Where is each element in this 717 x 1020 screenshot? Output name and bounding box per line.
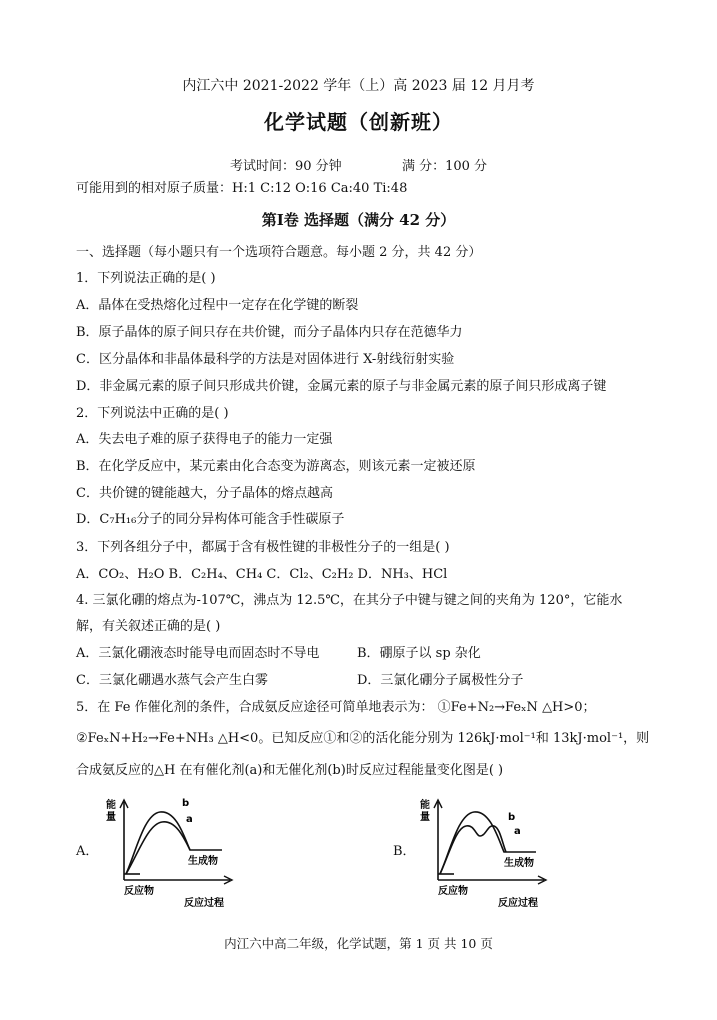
exam-score: 满 分：100 分	[401, 159, 488, 174]
question-5-stem-line1: 5．在 Fe 作催化剂的条件，合成氨反应途径可简单地表示为： ①Fe+N₂→FeₓN △H>0；	[76, 700, 596, 715]
y-label-a-1: 能	[106, 800, 116, 811]
question-5-stem-line3: 合成氨反应的△H 在有催化剂(a)和无催化剂(b)时反应过程能量变化图是( )	[76, 763, 504, 778]
energy-diagram-b	[410, 792, 570, 910]
question-1-stem: 1．下列说法正确的是( )	[76, 271, 216, 286]
y-label-a-2: 量	[106, 812, 116, 823]
label-b-b: b	[508, 812, 516, 823]
page-footer: 内江六中高二年级，化学试题，第 1 页 共 10 页	[224, 936, 493, 951]
question-2-option-b: B．在化学反应中，某元素由化合态变为游离态，则该元素一定被还原	[76, 459, 476, 474]
x-label-b: 反应过程	[498, 898, 538, 909]
label-a-a: a	[186, 814, 193, 825]
question-2-option-d: D．C₇H₁₆分子的同分异构体可能含手性碳原子	[76, 512, 345, 527]
question-1-option-c: C．区分晶体和非晶体最科学的方法是对固体进行 X-射线衍射实验	[76, 352, 455, 367]
exam-info	[0, 155, 717, 174]
product-label-b: 生成物	[504, 858, 534, 869]
question-4-stem-line2: 解，有关叙述正确的是( )	[76, 619, 221, 634]
question-5-option-a-label: A．	[76, 844, 99, 859]
question-1-option-b: B．原子晶体的原子间只存在共价键，而分子晶体内只存在范德华力	[76, 325, 463, 340]
question-3-stem: 3．下列各组分子中，都属于含有极性键的非极性分子的一组是( )	[76, 540, 450, 555]
label-b-a: b	[182, 798, 190, 809]
x-label-a: 反应过程	[184, 898, 224, 909]
question-4-option-a: A．三氯化硼液态时能导电而固态时不导电	[76, 646, 320, 661]
question-4-option-b: B．硼原子以 sp 杂化	[357, 646, 481, 661]
exam-subject-title: 化学试题（创新班）	[264, 110, 453, 134]
atomic-masses: 可能用到的相对原子质量：H:1 C:12 O:16 Ca:40 Ti:48	[76, 181, 408, 196]
question-2-option-a: A．失去电子难的原子获得电子的能力一定强	[76, 432, 333, 447]
reactant-label-a: 反应物	[124, 886, 154, 897]
exam-header-title: 内江六中 2021-2022 学年（上）高 2023 届 12 月月考	[182, 78, 535, 94]
question-4-option-d: D．三氯化硼分子属极性分子	[357, 673, 524, 688]
energy-diagram-a	[96, 792, 256, 910]
product-label-a: 生成物	[188, 856, 218, 867]
label-a-b: a	[514, 826, 521, 837]
y-label-b-1: 能	[420, 800, 430, 811]
question-2-option-c: C．共价键的键能越大，分子晶体的熔点越高	[76, 486, 333, 501]
y-label-b-2: 量	[420, 812, 430, 823]
question-4-option-c: C．三氯化硼遇水蒸气会产生白雾	[76, 673, 268, 688]
question-1-option-a: A．晶体在受热熔化过程中一定存在化学键的断裂	[76, 298, 359, 313]
question-5-stem-line2: ②FeₓN+H₂→Fe+NH₃ △H<0。已知反应①和②的活化能分别为 126kJ·mol⁻¹和 13kJ·mol⁻¹，则	[76, 731, 650, 746]
exam-time: 考试时间：90 分钟	[229, 159, 342, 174]
question-4-stem-line1: 4. 三氯化硼的熔点为-107℃，沸点为 12.5℃，在其分子中键与键之间的夹角为 120°，它能水	[76, 593, 623, 608]
question-2-stem: 2．下列说法中正确的是( )	[76, 406, 229, 421]
section-instruction: 一、选择题（每小题只有一个选项符合题意。每小题 2 分，共 42 分）	[76, 245, 482, 260]
section-title: 第Ⅰ卷 选择题（满分 42 分）	[261, 211, 456, 229]
question-5-option-b-label: B．	[393, 844, 416, 859]
reactant-label-b: 反应物	[438, 886, 468, 897]
question-1-option-d: D．非金属元素的原子间只形成共价键，金属元素的原子与非金属元素的原子间只形成离子键	[76, 379, 607, 394]
question-3-options: A．CO₂、H₂O B．C₂H₄、CH₄ C．Cl₂、C₂H₂ D．NH₃、HCl	[76, 567, 448, 582]
